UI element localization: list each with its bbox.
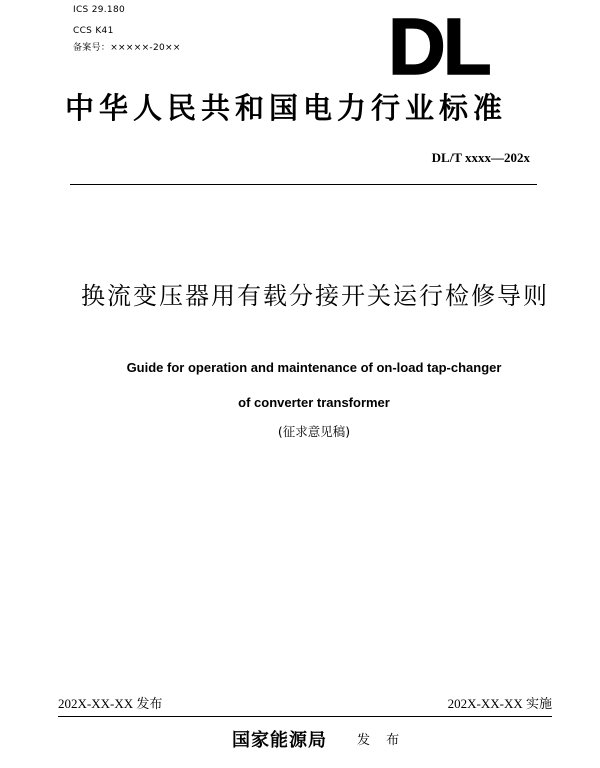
- filing-number: 备案号：×××××-20××: [73, 43, 181, 53]
- issuing-authority: 国家能源局: [232, 730, 327, 751]
- ccs-code: CCS K41: [73, 26, 114, 36]
- standard-category: 中华人民共和国电力行业标准: [65, 91, 508, 125]
- dl-logo: DL: [388, 2, 489, 91]
- publish-date: 202X-XX-XX 发布: [58, 696, 163, 711]
- document-title-zh: 换流变压器用有载分接开关运行检修导则: [81, 282, 549, 310]
- document-title-en-line2: of converter transformer: [238, 395, 390, 410]
- ics-code: ICS 29.180: [73, 5, 126, 15]
- document-title-en-line1: Guide for operation and maintenance of on-load tap-changer: [126, 360, 502, 375]
- issue-label: 发 布: [357, 733, 406, 748]
- implement-date: 202X-XX-XX 实施: [447, 696, 552, 711]
- draft-status: (征求意见稿): [277, 424, 351, 439]
- footer-divider: [58, 716, 552, 717]
- header-divider: [70, 184, 537, 185]
- standard-code: DL/T xxxx—202x: [431, 150, 530, 165]
